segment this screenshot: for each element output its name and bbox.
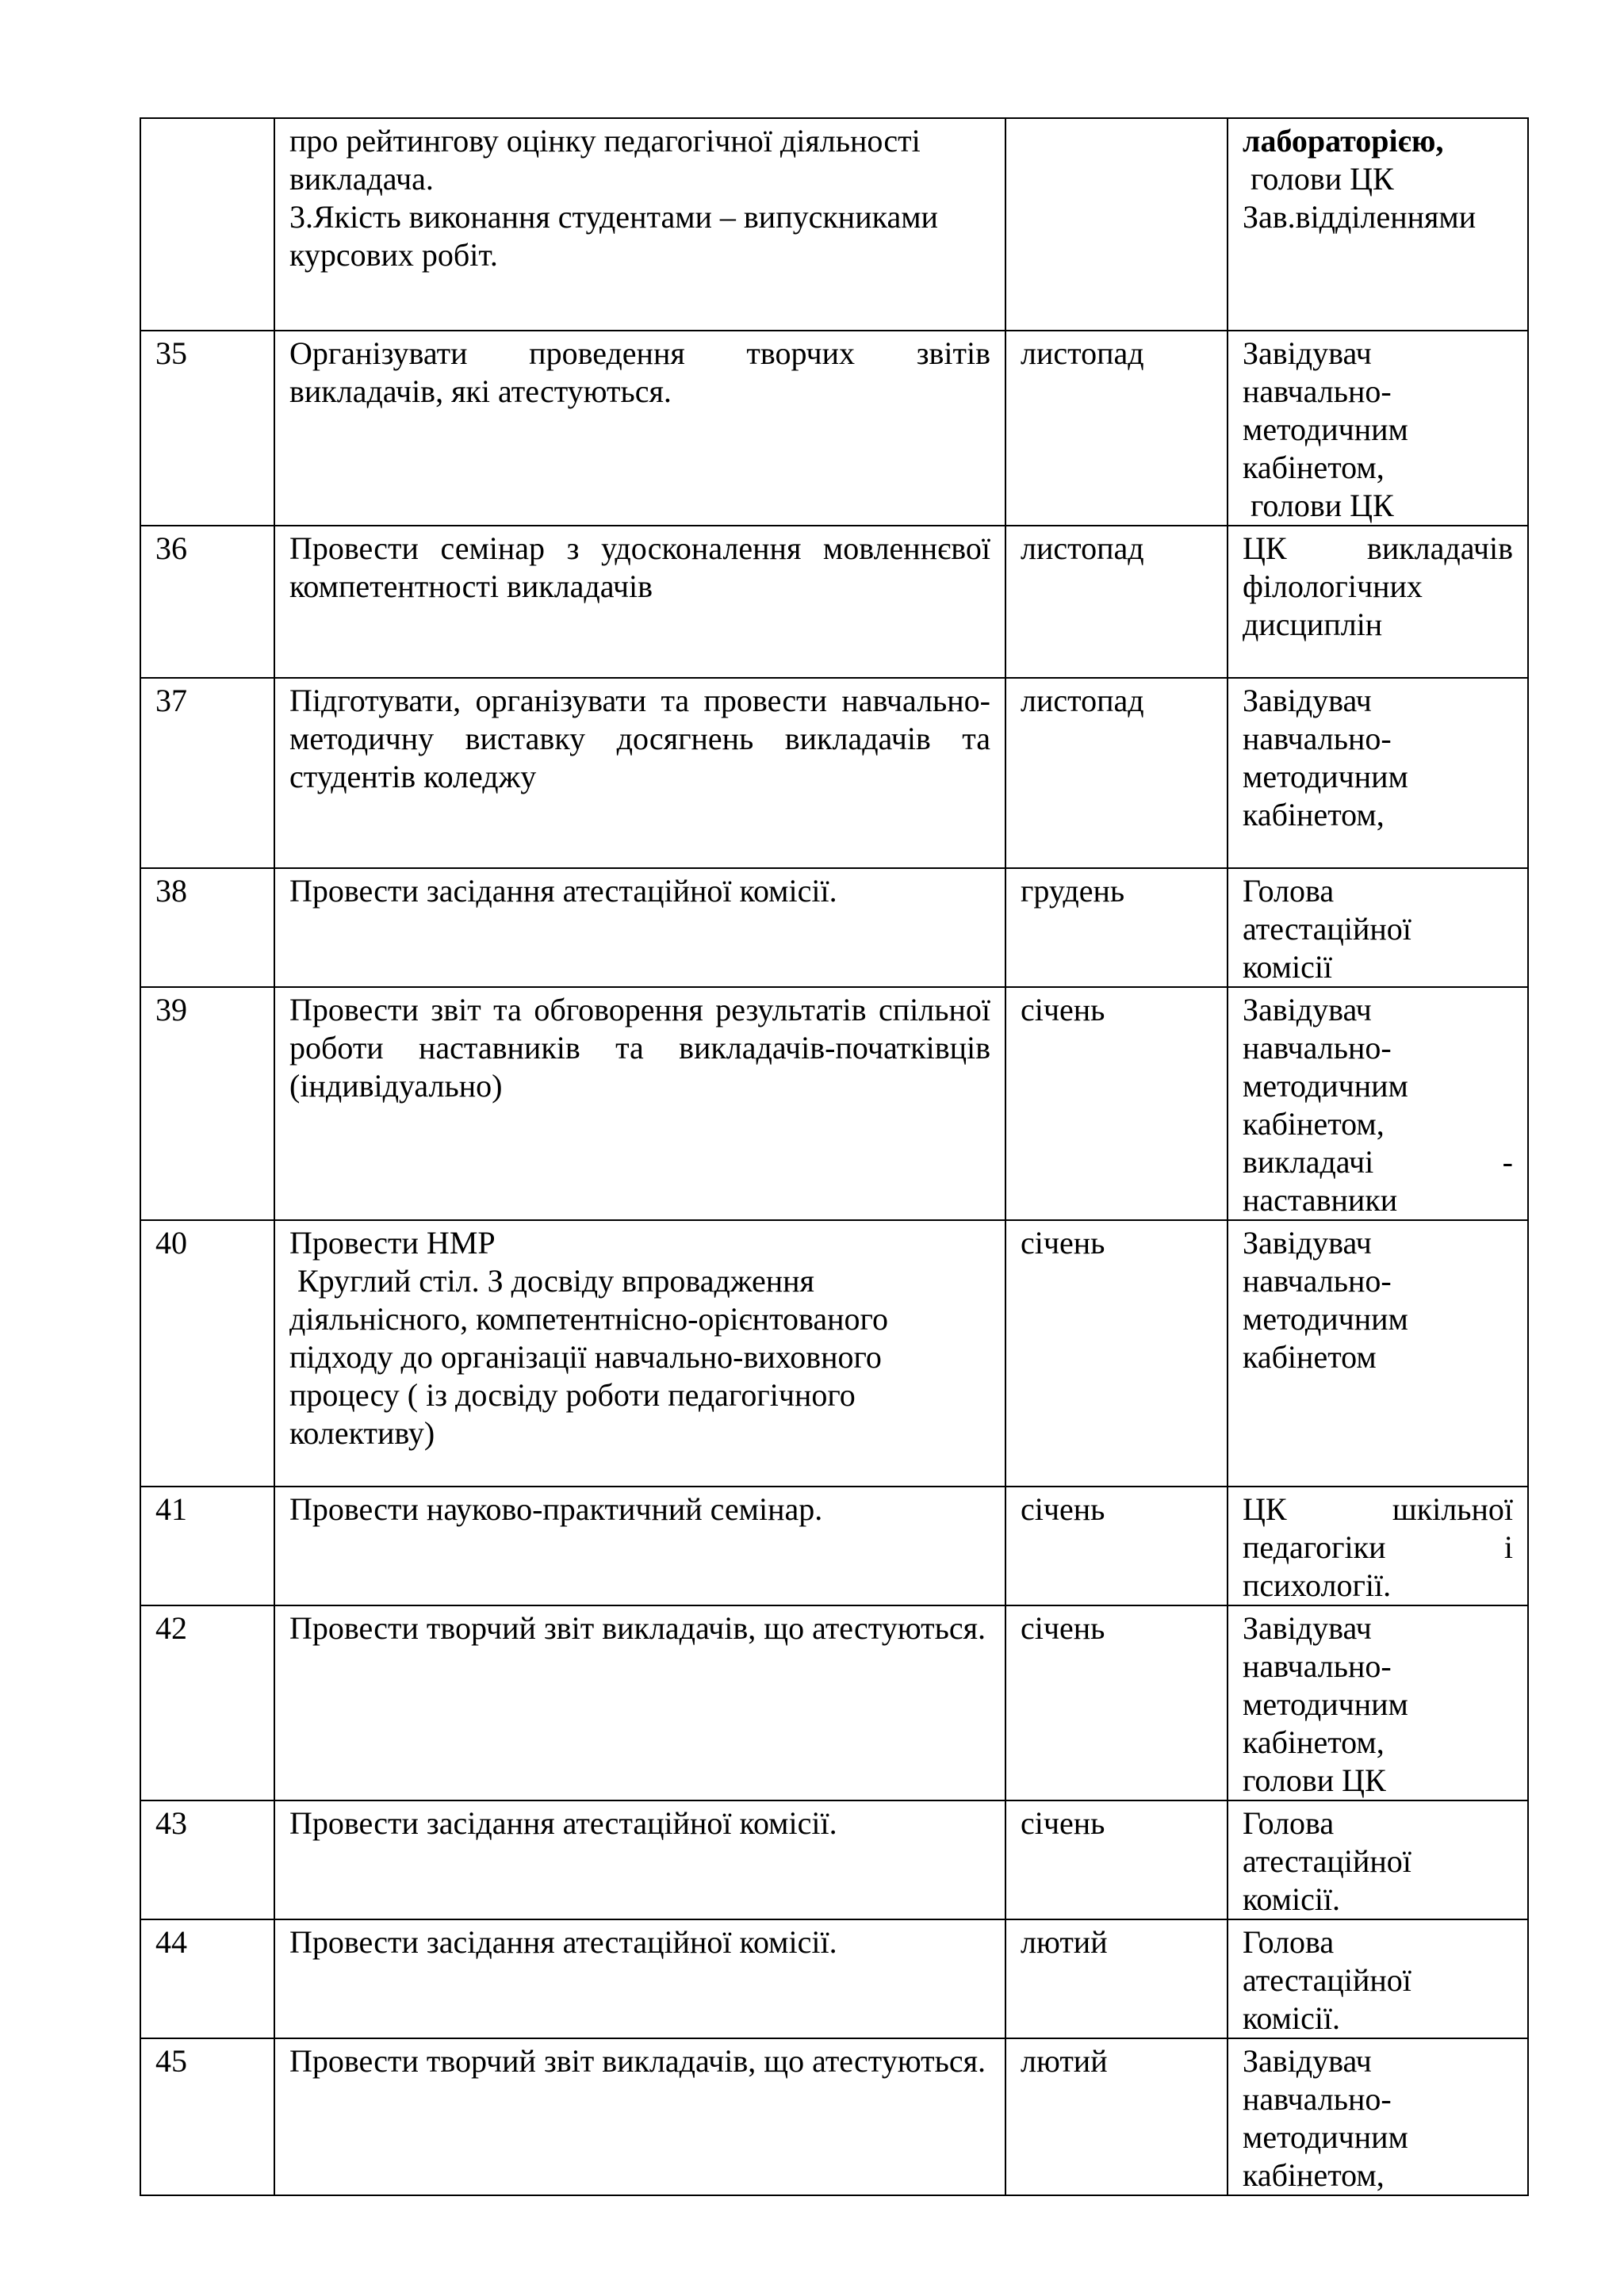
task-line: процесу ( із досвіду роботи педагогічного [289,1377,856,1413]
responsible-line: кабінетом, [1243,2157,1385,2193]
responsible-line: навчально- [1243,1648,1392,1684]
term-cell: листопад [1005,331,1228,526]
term-cell: січень [1005,987,1228,1220]
table-row [140,987,1528,1220]
responsible-cell: Завідувач навчально-методичним кабінетом, викладачі - наставники [1228,987,1528,1220]
task-cell [274,118,1005,331]
task-line: 3.Якість виконання студентами – випускниками [289,199,938,235]
responsible-line: навчально- [1243,373,1392,409]
task-cell: Провести творчий звіт викладачів, що атестуються. [274,1605,1005,1800]
table-row [140,1800,1528,1919]
responsible-line: Голова [1243,873,1335,909]
task-cell: Провести звіт та обговорення результатів спільної роботи наставників та викладачів-початківців (індивідуально) [274,987,1005,1220]
responsible-line: голови ЦК [1243,1762,1386,1798]
plan-table [140,117,1529,2196]
responsible-cell [1228,1919,1528,2038]
task-line: колективу) [289,1415,435,1451]
task-cell: Організувати проведення творчих звітів викладачів, які атестуються. [274,331,1005,526]
row-number: 36 [140,526,274,678]
responsible-line: кабінетом, [1243,450,1385,485]
responsible-line: Голова [1243,1805,1335,1841]
task-cell: Провести засідання атестаційної комісії. [274,868,1005,987]
row-number: 44 [140,1919,274,2038]
task-cell: Провести засідання атестаційної комісії. [274,1919,1005,2038]
table-row [140,118,1528,331]
row-number: 38 [140,868,274,987]
term-cell: грудень [1005,868,1228,987]
responsible-line: атестаційної [1243,911,1411,947]
table-row [140,1220,1528,1487]
responsible-cell [1228,2038,1528,2195]
term-cell: лютий [1005,2038,1228,2195]
responsible-cell [1228,678,1528,868]
table-row [140,331,1528,526]
responsible-line: комісії [1243,949,1333,985]
task-line: підходу до організації навчально-виховного [289,1339,882,1375]
task-line: про рейтингову оцінку педагогічної діяльності [289,123,921,159]
responsible-line: методичним [1243,759,1408,794]
responsible-line: методичним [1243,411,1408,447]
responsible-cell [1228,1800,1528,1919]
task-cell [274,1220,1005,1487]
responsible-line: кабінетом, [1243,797,1385,832]
responsible-cell [1228,1605,1528,1800]
row-number: 45 [140,2038,274,2195]
table-row [140,526,1528,678]
responsible-line: навчально- [1243,2081,1392,2117]
responsible-line: комісії. [1243,2000,1341,2036]
responsible-line: комісії. [1243,1881,1341,1917]
responsible-line: атестаційної [1243,1962,1411,1998]
responsible-line: лабораторією, [1243,123,1444,159]
row-number: 39 [140,987,274,1220]
table-row [140,1487,1528,1605]
task-cell: Підготувати, організувати та провести навчально-методичну виставку досягнень викладачів та студентів коледжу [274,678,1005,868]
responsible-line: Завідувач [1243,2043,1372,2079]
task-line: курсових робіт. [289,237,498,273]
term-cell [1005,118,1228,331]
term-cell: січень [1005,1605,1228,1800]
row-number: 41 [140,1487,274,1605]
responsible-line: методичним [1243,1686,1408,1722]
responsible-line: методичним [1243,2119,1408,2155]
responsible-line: навчально- [1243,1263,1392,1299]
task-line: Круглий стіл. З досвіду впровадження [289,1263,814,1299]
term-cell: січень [1005,1800,1228,1919]
term-cell: січень [1005,1487,1228,1605]
responsible-line: Голова [1243,1924,1335,1960]
plan-table-body [140,118,1528,2195]
responsible-line: Завідувач [1243,1610,1372,1646]
responsible-cell [1228,118,1528,331]
responsible-line: голови ЦК [1243,488,1394,523]
responsible-line: Завідувач [1243,1225,1372,1261]
task-cell: Провести творчий звіт викладачів, що атестуються. [274,2038,1005,2195]
term-cell: січень [1005,1220,1228,1487]
task-line: викладача. [289,161,434,197]
term-cell: листопад [1005,678,1228,868]
responsible-line: Завідувач [1243,683,1372,718]
row-number: 42 [140,1605,274,1800]
table-row [140,678,1528,868]
task-line: діяльнісного, компетентнісно-орієнтованого [289,1301,888,1337]
responsible-line: навчально- [1243,721,1392,756]
table-row [140,1605,1528,1800]
responsible-cell [1228,868,1528,987]
row-number [140,118,274,331]
responsible-cell [1228,1220,1528,1487]
row-number: 43 [140,1800,274,1919]
table-row [140,868,1528,987]
row-number: 37 [140,678,274,868]
responsible-line: кабінетом [1243,1339,1377,1375]
responsible-line: атестаційної [1243,1843,1411,1879]
task-cell: Провести засідання атестаційної комісії. [274,1800,1005,1919]
row-number: 35 [140,331,274,526]
responsible-cell [1228,331,1528,526]
responsible-line: кабінетом, [1243,1724,1385,1760]
task-cell: Провести науково-практичний семінар. [274,1487,1005,1605]
responsible-cell: ЦК викладачів філологічних дисциплін [1228,526,1528,678]
table-row [140,1919,1528,2038]
task-cell: Провести семінар з удосконалення мовленнєвої компетентності викладачів [274,526,1005,678]
responsible-line: голови ЦК [1243,161,1394,197]
responsible-line: методичним [1243,1301,1408,1337]
responsible-cell: ЦК шкільної педагогіки і психології. [1228,1487,1528,1605]
term-cell: листопад [1005,526,1228,678]
term-cell: лютий [1005,1919,1228,2038]
task-line: Провести НМР [289,1225,496,1261]
responsible-line: Зав.відділеннями [1243,199,1477,235]
table-row [140,2038,1528,2195]
row-number: 40 [140,1220,274,1487]
responsible-line: Завідувач [1243,335,1372,371]
